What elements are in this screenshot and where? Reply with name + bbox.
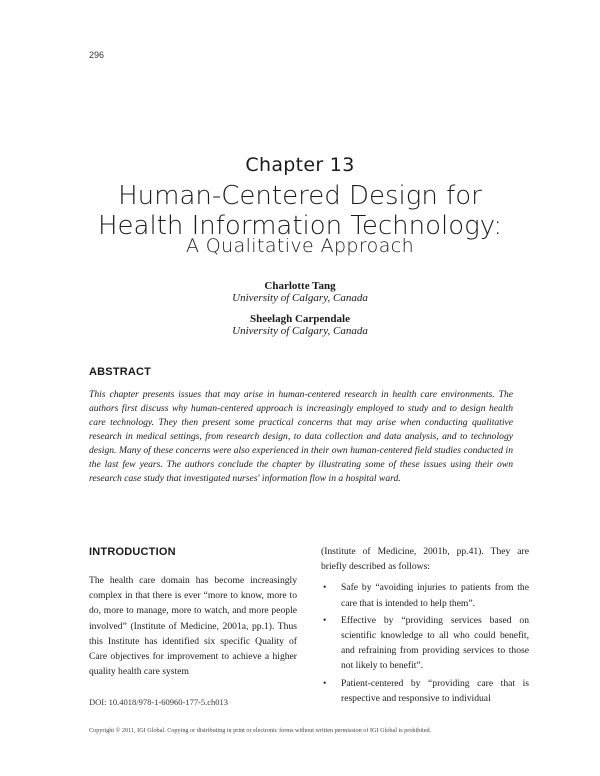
right-column [321, 544, 529, 708]
bullet-icon: • [323, 677, 327, 689]
abstract-text: This chapter presents issues that may arise in human-centered research in health care environments. The authors first discuss why human-centered approach is increasingly employed to study and to design health care technology. They then present some practical concerns that may arise when conducting qualitative research in medical settings, from research design, to data collection and data analysis, and to technology design. Many of these concerns were also experienced in their own human-centered field studies conducted in the last few years. The authors conclude the chapter by illustrating some of these issues using their own research case study that investigated nurses' information flow in a hospital ward. [89, 389, 513, 484]
list-item [321, 613, 529, 674]
list-item [321, 580, 529, 610]
introduction-continuation: (Institute of Medicine, 2001b, pp.41). They are briefly described as follows: [321, 546, 529, 573]
bullet-icon: • [323, 614, 327, 626]
doi: DOI: 10.4018/978-1-60960-177-5.ch013 [89, 697, 229, 707]
introduction-paragraph: The health care domain has become increasingly complex in that there is ever “more to know, more to do, more to manage, more to watch, and more people involved” (Institute of Medicine, 2001a, pp.1). Thus this Institute has identified six specific Quality of Care objectives for improvement to achieve a higher quality health care system [89, 575, 297, 678]
list-item-text: Safe by “avoiding injuries to patients from the care that is intended to help them”. [341, 582, 529, 609]
page-number: 296 [89, 50, 105, 60]
chapter-label: Chapter 13 [245, 154, 355, 176]
author-name: Charlotte Tang [264, 280, 336, 292]
chapter-title-line-2: Health Information Technology: [97, 211, 502, 241]
abstract-heading: ABSTRACT [89, 366, 152, 378]
chapter-title-line-1: Human-Centered Design for [118, 181, 482, 211]
author-affiliation: University of Calgary, Canada [232, 325, 368, 337]
author-affiliation: University of Calgary, Canada [232, 292, 368, 304]
list-item-text: Patient-centered by “providing care that is respective and responsive to individual [341, 677, 529, 704]
quality-objectives-list [321, 580, 529, 706]
bullet-icon: • [323, 582, 327, 594]
chapter-subtitle: A Qualitative Approach [185, 235, 415, 257]
list-item-text: Effective by “providing services based on scientific knowledge to all who could benefit, and refraining from providing services to those not likely to benefit”. [341, 614, 529, 672]
copyright-notice: Copyright © 2011, IGI Global. Copying or distributing in print or electronic forms without written permission of IGI Global is prohibited. [89, 727, 432, 734]
author-name: Sheelagh Carpendale [250, 313, 350, 325]
list-item [321, 676, 529, 706]
introduction-heading: INTRODUCTION [89, 546, 176, 558]
